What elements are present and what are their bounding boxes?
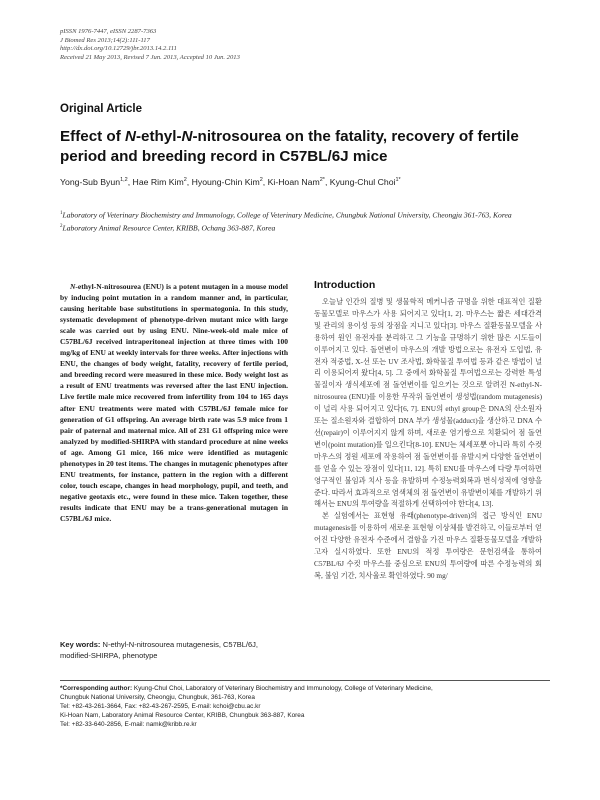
footnote-line (60, 685, 550, 694)
affiliation (60, 208, 550, 221)
author-name: Kyung-Chul Choi (329, 177, 396, 187)
author-name: Hae Rim Kim (132, 177, 184, 187)
footnote-line: Chungbuk National University, Cheongju, Chungbuk, 361-763, Korea (60, 693, 255, 701)
journal-doi-link[interactable]: http://dx.doi.org/10.12729/jbr.2013.14.2.111 (60, 45, 177, 53)
introduction-body (314, 296, 542, 582)
title-part: Effect of (60, 128, 125, 145)
keywords (60, 640, 288, 661)
author-affiliation-mark: 2 (183, 177, 187, 184)
author-name: Yong-Sub Byun (60, 177, 121, 187)
corresponding-author-footnote (60, 685, 550, 730)
affiliation-text: Laboratory Animal Resource Center, KRIBB, Ochang 363-887, Korea (62, 223, 276, 233)
author-affiliation-mark: 2* (319, 177, 325, 184)
footnote-divider (60, 680, 550, 681)
footnote-line: Ki-Hoan Nam, Laboratory Animal Resource Center, KRIBB, Chungbuk 363-887, Korea (60, 711, 305, 719)
author-separator: , (324, 177, 330, 187)
paragraph: 오늘날 인간의 질병 및 생물학적 메커니즘 규명을 위한 대표적인 질환동물모델로 마우스가 사용 되어지고 있다[1, 2]. 마우스는 짧은 세대간격 및 관리의 용이성 등의 장점을 지니고 있다[3]. 마우스 질환동물모델을 사용하여 원인 유전자를 분리하고 그 기능을 규명하기 위한 많은 시도들이 이루어지고 있다. 돌연변이 마우스의 개발 방법으로는 유전자 도입법, 유전자 적중법, X-선 또는 UV 조사법, 화학물질 투여법 등과 같은 방법이 널리 이용되어져 왔다[4, 5]. 그 중에서 화학물질 투여법으로는 강력한 특성 물질이자 생식세포에 점 돌연변이를 일으키는 것으로 알려진 N-ethyl-N-nitrosourea (ENU)를 이용한 무작위 돌연변이 생성법(random mutagenesis)이 널리 사용 되어지고 있다[6, 7]. ENU의 ethyl group은 DNA의 산소원자 또는 질소원자와 결합하여 DNA 부가 생성물(adduct)을 생산하고 DNA 수선(repair)이 이루어지지 않게 하며, 새로운 염기쌍으로 치환되어 점 돌연변이(point mutation)를 일으킨다[8-10]. ENU는 체세포뿐 아니라 특히 수컷 마우스의 정원 세포에 작용하여 점 돌연변이를 유발시켜 다양한 돌연변이를 얻을 수 있는 장점이 있다[11, 12]. 특히 ENU를 마우스에 다량 투여하면 영구적인 불임과 치사 등을 유발하며 수정능력회복과 번식성적에 영향을 준다. 따라서 효과적으로 염색체의 점 돌연변이 유발변이체를 개발하기 위해서는 ENU의 투여량을 적절하게 선택하여야 한다[4, 13]. (314, 297, 542, 509)
title-part: -ethyl- (135, 128, 182, 145)
journal-info (60, 28, 380, 62)
footnote-text: Kyung-Chul Choi, Laboratory of Veterinary Biochemistry and Immunology, College of Veterinary Medicine, (132, 685, 433, 692)
abstract-lead-italic: N (70, 282, 76, 291)
author-name: Hyoung-Chin Kim (191, 177, 260, 187)
title-italic: N (124, 128, 136, 145)
title-italic: N (181, 128, 193, 145)
abstract (60, 281, 288, 524)
keywords-label: Key words: (60, 640, 101, 649)
author-list (60, 177, 550, 187)
title-part: -nitrosourea on the fatality, recovery of fertile period and breeding record in C57BL/6J mice (60, 128, 519, 165)
keywords-text: N-ethyl-N-nitrosourea mutagenesis, C57BL/6J, modified-SHIRPA, phenotype (60, 640, 259, 660)
affiliation-mark: 2 (60, 223, 63, 229)
author-affiliation-mark: 2 (259, 177, 263, 184)
affiliation (60, 221, 550, 234)
author-separator: , (262, 177, 268, 187)
footnote-line: Tel: +82-33-640-2856, E-mail: namk@kribb.re.kr (60, 720, 197, 728)
journal-issn: pISSN 1976-7447, eISSN 2287-7363 (60, 28, 157, 35)
abstract-text: -ethyl-N-nitrosourea (ENU) is a potent mutagen in a mouse model by inducing point mutation in a random manner and, in particular, causing heritable base substitutions in spermatogonia. In this study, systematic development of phenotype-driven mutant mice with large scale was carried out by using ENU. Nine-week-old male mice of C57BL/6J received intraperitoneal injection at three times with 100 mg/kg of ENU at weekly intervals for three weeks. After injections with ENU, the changes of body weight, fatality, recovery of fertile period, and breeding record were measured in these mice. Body weight lost as a result of ENU treatments was reversed after the last ENU injection. Live fertile male mice recovered from infertility from 104 to 165 days after ENU treatments were mated with C57BL/6J female mice for generation of G1 offspring. An average birth rate was 5.9 mice from 1 pair of paternal and maternal mice. All of 231 G1 offspring mice were analyzed by modified-SHIRPA with standard procedure at nine weeks of age. Among G1 mice, 166 mice were identified as mutagenic phenotypes in 20 test items. The changes in mutagenic phenotypes after ENU treatments, for instance, pattern in the region with a different color, touch escape, changes in head morphology, pupil, and teeth, and negative geotaxis etc., were found in these mice. Taken together, these results indicate that ENU may be a trans-generational mutagen in C57BL/6J mice. (60, 282, 288, 523)
author-affiliation-mark: 1* (395, 177, 401, 184)
paragraph: 본 실험에서는 표현형 유래(phenotype-driven)의 접근 방식인 ENU mutagenesis를 이용하여 새로운 표현형 이상체를 발견하고, 이들로부터 얻어진 다양한 유전자 수준에서 결함을 가진 마우스 질환동물모델을 개발하고자 실시하였다. 또한 ENU의 적정 투여량은 문헌검색을 통하여 C57BL/6J 수컷 마우스를 중심으로 ENU의 투여량에 따른 수정능력의 회복, 불임 기간, 치사율로 확인하였다. 90 mg/ (314, 511, 542, 580)
footnote-label: *Corresponding author: (60, 685, 133, 692)
affiliation-mark: 1 (60, 211, 63, 216)
author-separator: , (186, 177, 192, 187)
affiliations (60, 208, 550, 233)
author-affiliation-mark: 1,2 (120, 177, 128, 184)
affiliation-text: Laboratory of Veterinary Biochemistry and Immunology, College of Veterinary Medicine, Chungbuk National University, Cheongju 361-763, Korea (62, 210, 512, 220)
footnote-line: Tel: +82-43-261-3664, Fax: +82-43-267-2595, E-mail: kchoi@cbu.ac.kr (60, 702, 261, 710)
author-name: Ki-Hoan Nam (267, 177, 320, 187)
journal-citation: J Biomed Res 2013;14(2):111-117 (60, 36, 150, 44)
article-type: Original Article (60, 103, 143, 115)
section-heading-introduction: Introduction (314, 279, 376, 291)
journal-dates: Received 21 May 2013, Revised 7 Jun. 2013, Accepted 10 Jun. 2013 (60, 53, 240, 61)
article-title (60, 127, 550, 167)
author-separator: , (127, 177, 133, 187)
